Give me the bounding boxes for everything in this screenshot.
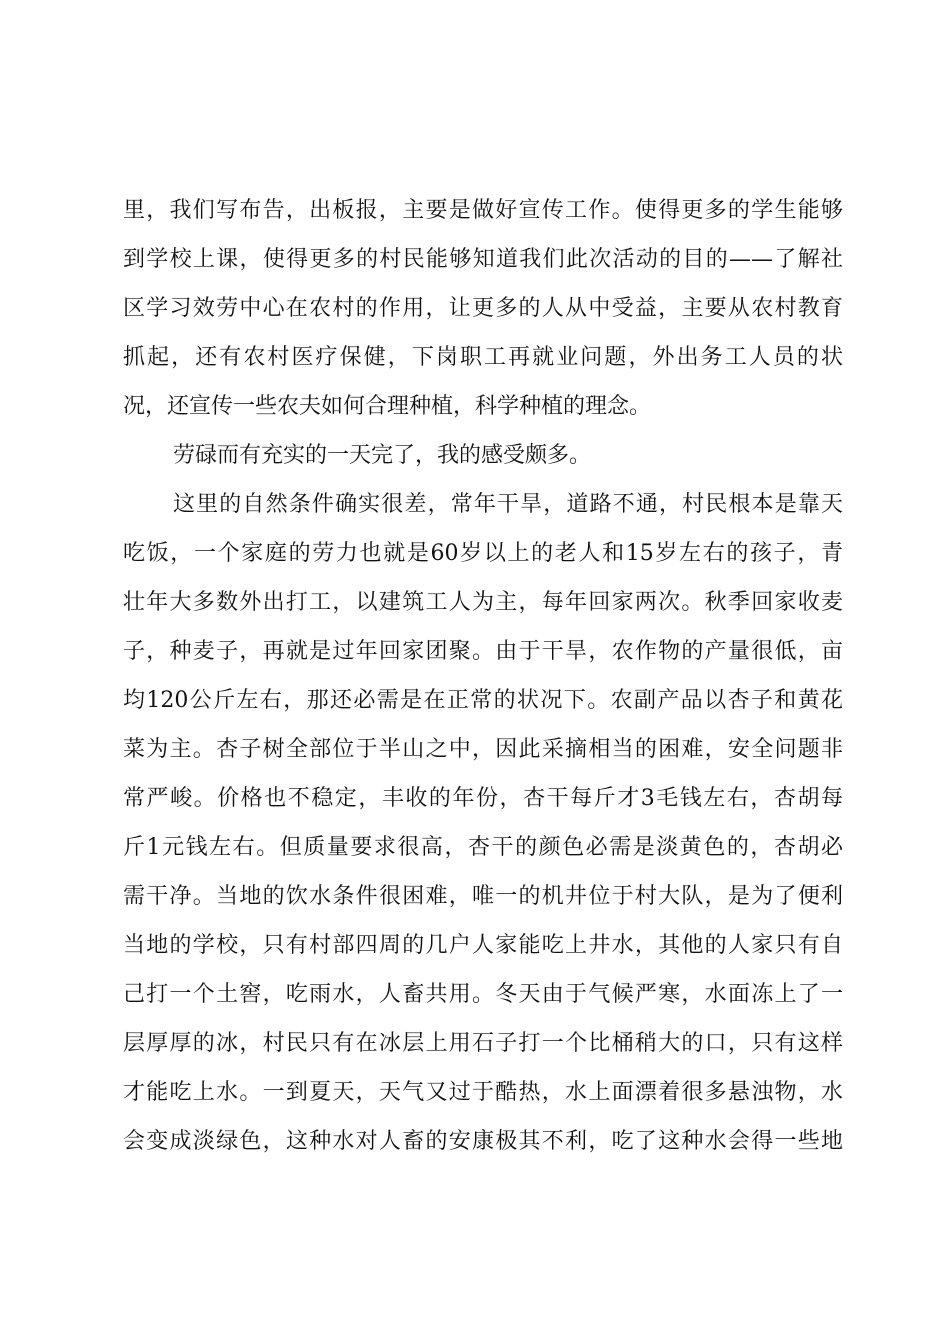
text-line: 劳碌而有充实的一天完了，我的感受颇多。 (173, 443, 592, 468)
text-line: 里，我们写布告，出板报，主要是做好宣传工作。使得更多的学生能够 (123, 198, 843, 223)
text-line: 到学校上课，使得更多的村民能够知道我们此次活动的目的——了解社 (123, 247, 843, 272)
text-line: 当地的学校，只有村部四周的几户人家能吃上井水，其他的人家只有自 (123, 933, 843, 958)
text-line: 壮年大多数外出打工，以建筑工人为主，每年回家两次。秋季回家收麦 (123, 590, 843, 615)
text-line: 吃饭，一个家庭的劳力也就是60岁以上的老人和15岁左右的孩子，青 (123, 541, 843, 566)
paragraph (123, 480, 843, 1166)
text-line: 才能吃上水。一到夏天，天气又过于酷热，水上面漂着很多悬浊物，水 (123, 1080, 843, 1105)
text-line: 区学习效劳中心在农村的作用，让更多的人从中受益，主要从农村教育 (123, 296, 843, 321)
text-line: 会变成淡绿色，这种水对人畜的安康极其不利，吃了这种水会得一些地 (123, 1129, 843, 1154)
document-body (123, 186, 843, 1166)
text-line: 菜为主。杏子树全部位于半山之中，因此采摘相当的困难，安全问题非 (123, 737, 843, 762)
paragraph (123, 186, 843, 431)
text-line: 需干净。当地的饮水条件很困难，唯一的机井位于村大队，是为了便利 (123, 884, 843, 909)
text-line: 抓起，还有农村医疗保健，下岗职工再就业问题，外出务工人员的状 (123, 345, 843, 370)
text-line: 况，还宣传一些农夫如何合理种植，科学种植的理念。 (123, 394, 652, 419)
text-line: 层厚厚的冰，村民只有在冰层上用石子打一个比桶稍大的口，只有这样 (123, 1031, 843, 1056)
paragraph (123, 431, 843, 480)
text-line: 这里的自然条件确实很差，常年干旱，道路不通，村民根本是靠天 (173, 492, 843, 517)
text-line: 子，种麦子，再就是过年回家团聚。由于干旱，农作物的产量很低，亩 (123, 639, 843, 664)
text-line: 常严峻。价格也不稳定，丰收的年份，杏干每斤才3毛钱左右，杏胡每 (123, 786, 843, 811)
text-line: 己打一个土窖，吃雨水，人畜共用。冬天由于气候严寒，水面冻上了一 (123, 982, 843, 1007)
text-line: 斤1元钱左右。但质量要求很高，杏干的颜色必需是淡黄色的，杏胡必 (123, 835, 843, 860)
text-line: 均120公斤左右，那还必需是在正常的状况下。农副产品以杏子和黄花 (123, 688, 843, 713)
